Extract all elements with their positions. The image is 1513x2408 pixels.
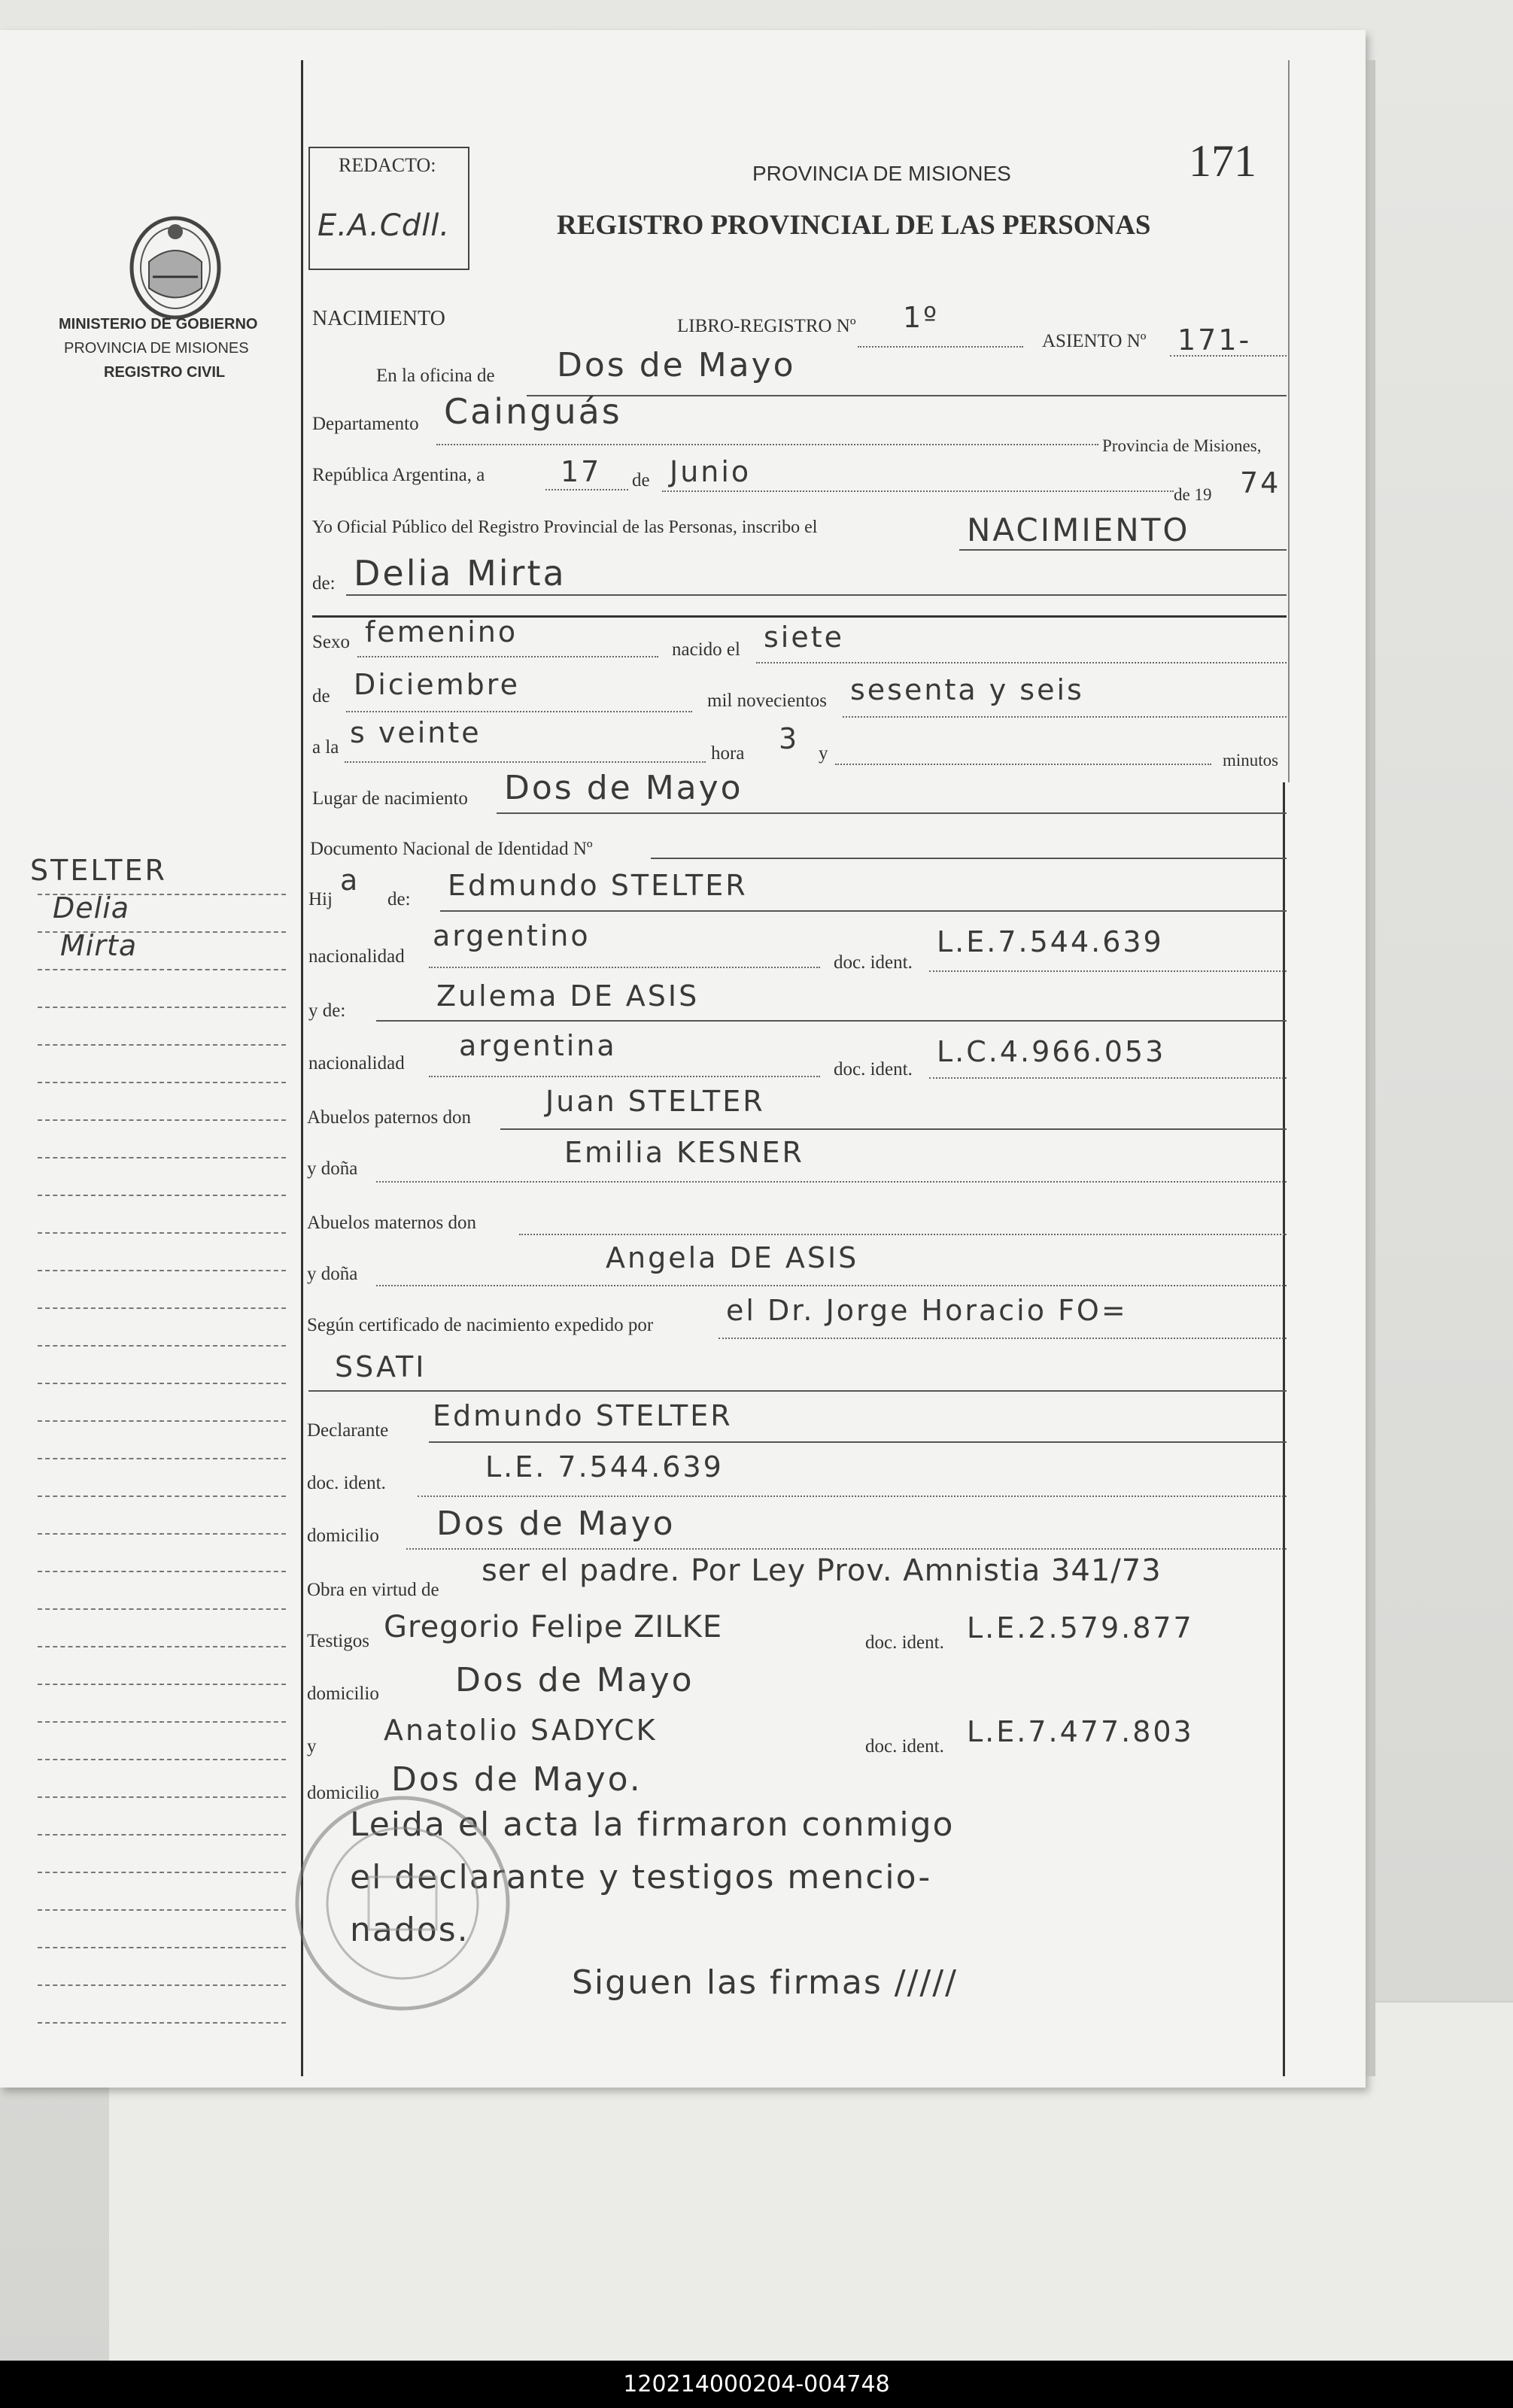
margin-line: [38, 1571, 286, 1572]
hora-value: s veinte: [350, 716, 482, 749]
doc-ident-padre-label: doc. ident.: [834, 952, 913, 973]
nac-padre-line: [429, 967, 820, 968]
margin-line: [38, 1834, 286, 1836]
domicilio-value: Dos de Mayo: [436, 1505, 676, 1543]
margin-line: [38, 1420, 286, 1422]
margin-note-line2: Delia: [53, 891, 130, 925]
margin-line: [38, 1307, 286, 1309]
nacionalidad-padre-label: nacionalidad: [308, 946, 405, 967]
registry-page: [0, 30, 1366, 2088]
margin-line: [38, 1872, 286, 1873]
mes-line: [346, 711, 692, 712]
closing-line4: Siguen las firmas /////: [572, 1963, 958, 2002]
nombre-de-label: de:: [312, 573, 336, 594]
nacido-line: [756, 662, 1287, 663]
closing-line1: Leida el acta la firmaron conmigo: [350, 1805, 955, 1844]
libro-value: 1º: [903, 301, 940, 334]
asiento-line: [1170, 355, 1287, 357]
hij-suffix: a: [340, 864, 360, 897]
departamento-label: Departamento: [312, 414, 419, 434]
province-heading: PROVINCIA DE MISIONES: [752, 162, 1011, 185]
anio-line: [843, 716, 1287, 718]
dni-line: [651, 858, 1287, 859]
margin-line: [38, 1383, 286, 1384]
margin-line: [38, 1007, 286, 1008]
fecha-dia: 17: [561, 455, 602, 488]
fecha-dia-line: [545, 489, 628, 490]
hora-label: hora: [711, 743, 745, 764]
abuelo-materno-line: [519, 1234, 1287, 1235]
margin-line: [38, 1533, 286, 1535]
nac-padre-value: argentino: [433, 919, 591, 952]
declarante-doc-line: [418, 1496, 1287, 1497]
redacto-signature: E.A.Cdll.: [317, 208, 451, 243]
testigo2-dom: Dos de Mayo.: [391, 1760, 643, 1799]
y-label: y: [819, 743, 828, 764]
obra-label: Obra en virtud de: [307, 1580, 439, 1600]
closing-line2: el declarante y testigos mencio-: [350, 1858, 932, 1896]
oficina-value: Dos de Mayo: [557, 346, 796, 384]
segun-value: el Dr. Jorge Horacio FO=: [726, 1294, 1128, 1327]
madre-line: [376, 1020, 1287, 1022]
obra-value: ser el padre. Por Ley Prov. Amnistia 341/73: [482, 1553, 1162, 1588]
minutos-label: minutos: [1223, 751, 1279, 770]
abuela-materna-value: Angela DE ASIS: [606, 1241, 859, 1274]
lugar-line: [497, 812, 1287, 814]
margin-line: [38, 1684, 286, 1685]
minutos-line: [835, 764, 1211, 765]
margin-line: [38, 969, 286, 970]
nac-madre-line: [429, 1076, 820, 1077]
y-label-2: y: [307, 1736, 317, 1757]
margin-line: [38, 1909, 286, 1911]
mes-value: Diciembre: [354, 668, 520, 701]
margin-line: [38, 1947, 286, 1948]
closing-line3: nados.: [350, 1911, 469, 1949]
image-id-bar: [0, 2361, 1513, 2408]
abuela-materna-line: [376, 1285, 1287, 1286]
y-dona-label-1: y doña: [307, 1158, 358, 1179]
margin-line: [38, 1270, 286, 1271]
doc-ident-declarante-label: doc. ident.: [307, 1473, 386, 1493]
redacto-label: REDACTO:: [339, 154, 436, 176]
ministry-line1: MINISTERIO DE GOBIERNO: [59, 316, 258, 333]
doc-ident-madre-label: doc. ident.: [834, 1059, 913, 1080]
margin-line: [38, 1082, 286, 1083]
provincia-suffix: Provincia de Misiones,: [1102, 436, 1262, 455]
testigos-label: Testigos: [307, 1631, 369, 1651]
margin-line: [38, 1796, 286, 1798]
registry-stamp-icon: [286, 1787, 519, 2020]
testigo1-dom: Dos de Mayo: [455, 1661, 694, 1699]
declarante-value: Edmundo STELTER: [433, 1399, 733, 1432]
ministry-line3: REGISTRO CIVIL: [104, 364, 226, 381]
margin-line: [38, 1345, 286, 1347]
a-la-label: a la: [312, 737, 339, 758]
margin-line: [38, 931, 286, 933]
sexo-label: Sexo: [312, 632, 350, 652]
sexo-value: femenino: [365, 615, 518, 648]
fecha-anio: 74: [1240, 466, 1281, 500]
republica-label: República Argentina, a: [312, 465, 485, 485]
segun-line: [719, 1338, 1287, 1339]
margin-line: [38, 1496, 286, 1497]
record-type-label: NACIMIENTO: [312, 307, 445, 330]
testigo2-doc: L.E.7.477.803: [967, 1715, 1194, 1748]
declarante-label: Declarante: [307, 1420, 389, 1441]
testigo1-value: Gregorio Felipe ZILKE: [384, 1610, 723, 1644]
doc-ident-testigo1-label: doc. ident.: [865, 1632, 944, 1653]
mil-novecientos-label: mil novecientos: [707, 691, 827, 711]
oficina-label: En la oficina de: [376, 366, 495, 386]
sexo-line: [357, 656, 658, 657]
lugar-value: Dos de Mayo: [504, 769, 743, 807]
margin-line: [38, 2022, 286, 2024]
abuela-paterna-line: [376, 1181, 1287, 1183]
left-column-rule: [301, 60, 303, 2076]
yo-oficial-text: Yo Oficial Público del Registro Provincial de las Personas, inscribo el: [312, 518, 818, 537]
nombre-line: [346, 594, 1287, 596]
margin-line: [38, 1721, 286, 1723]
minutos-value: 3: [779, 722, 800, 755]
ministry-line2: PROVINCIA DE MISIONES: [64, 340, 249, 357]
libro-label: LIBRO-REGISTRO Nº: [677, 316, 856, 336]
segun-label: Según certificado de nacimiento expedido por: [307, 1315, 654, 1335]
declarante-doc: L.E. 7.544.639: [485, 1450, 724, 1483]
right-column-rule-top: [1288, 60, 1290, 782]
asiento-value: 171-: [1177, 323, 1252, 357]
oficina-line: [527, 395, 1287, 396]
margin-line: [38, 1646, 286, 1647]
testigo2-value: Anatolio SADYCK: [384, 1714, 658, 1747]
hora-line: [345, 761, 706, 763]
doc-padre-line: [929, 970, 1287, 972]
fecha-mes: Junio: [670, 455, 752, 488]
lugar-label: Lugar de nacimiento: [312, 788, 468, 809]
padre-line: [440, 910, 1287, 912]
margin-line: [38, 1044, 286, 1046]
de2-label: de: [312, 686, 330, 706]
margin-line: [38, 1195, 286, 1196]
abuelo-paterno-value: Juan STELTER: [545, 1085, 765, 1118]
madre-value: Zulema DE ASIS: [436, 979, 700, 1013]
nombre-value: Delia Mirta: [354, 553, 567, 594]
departamento-value: Cainguás: [444, 391, 622, 432]
anio-value: sesenta y seis: [850, 673, 1084, 706]
y-de-label: y de:: [308, 1001, 346, 1021]
abuela-paterna-value: Emilia KESNER: [564, 1136, 804, 1169]
margin-line: [38, 1608, 286, 1610]
margin-note-line1: STELTER: [30, 854, 167, 887]
right-column-rule: [1283, 782, 1285, 2076]
segun-line2: [308, 1390, 1287, 1392]
provincial-seal-icon: [119, 209, 232, 322]
domicilio-label-1: domicilio: [307, 1526, 379, 1546]
nacido-label: nacido el: [672, 639, 740, 660]
segun-value2: SSATI: [335, 1350, 427, 1383]
margin-line: [38, 894, 286, 895]
asiento-label: ASIENTO Nº: [1042, 331, 1147, 351]
inscribo-value: NACIMIENTO: [967, 512, 1190, 548]
margin-note-line3: Mirta: [60, 929, 138, 962]
abuelos-paternos-label: Abuelos paternos don: [307, 1107, 472, 1128]
doc-padre-value: L.E.7.544.639: [937, 925, 1164, 958]
dni-label: Documento Nacional de Identidad Nº: [310, 839, 593, 859]
redacto-box: [308, 147, 469, 270]
doc-ident-testigo2-label: doc. ident.: [865, 1736, 944, 1757]
testigo1-doc: L.E.2.579.877: [967, 1611, 1194, 1644]
margin-line: [38, 1119, 286, 1121]
inscribo-line: [959, 549, 1287, 551]
margin-line: [38, 1759, 286, 1760]
y-dona-label-2: y doña: [307, 1264, 358, 1284]
margin-line: [38, 1232, 286, 1234]
hij-label: Hij: [308, 889, 333, 909]
de19-label: de 19: [1174, 485, 1212, 504]
abuelos-maternos-label: Abuelos maternos don: [307, 1213, 476, 1233]
domicilio-label-3: domicilio: [307, 1783, 379, 1803]
registry-title: REGISTRO PROVINCIAL DE LAS PERSONAS: [557, 210, 1151, 241]
domicilio-line: [406, 1548, 1287, 1550]
padre-value: Edmundo STELTER: [448, 869, 748, 902]
nacido-value: siete: [764, 621, 845, 654]
margin-line: [38, 1458, 286, 1459]
nacionalidad-madre-label: nacionalidad: [308, 1053, 405, 1073]
image-id-text: 120214000204-004748: [623, 2371, 890, 2397]
de1-label: de: [632, 470, 650, 490]
hij-de-label: de:: [387, 889, 411, 909]
domicilio-label-2: domicilio: [307, 1684, 379, 1704]
fecha-mes-line: [662, 490, 1174, 492]
margin-line: [38, 1157, 286, 1158]
abuelo-paterno-line: [500, 1128, 1287, 1130]
doc-madre-value: L.C.4.966.053: [937, 1035, 1166, 1068]
declarante-line: [429, 1441, 1287, 1443]
libro-line: [858, 346, 1023, 348]
departamento-line: [436, 444, 1098, 445]
page-number: 171: [1189, 136, 1256, 186]
margin-line: [38, 1984, 286, 1986]
nac-madre-value: argentina: [459, 1029, 617, 1062]
doc-madre-line: [929, 1077, 1287, 1079]
